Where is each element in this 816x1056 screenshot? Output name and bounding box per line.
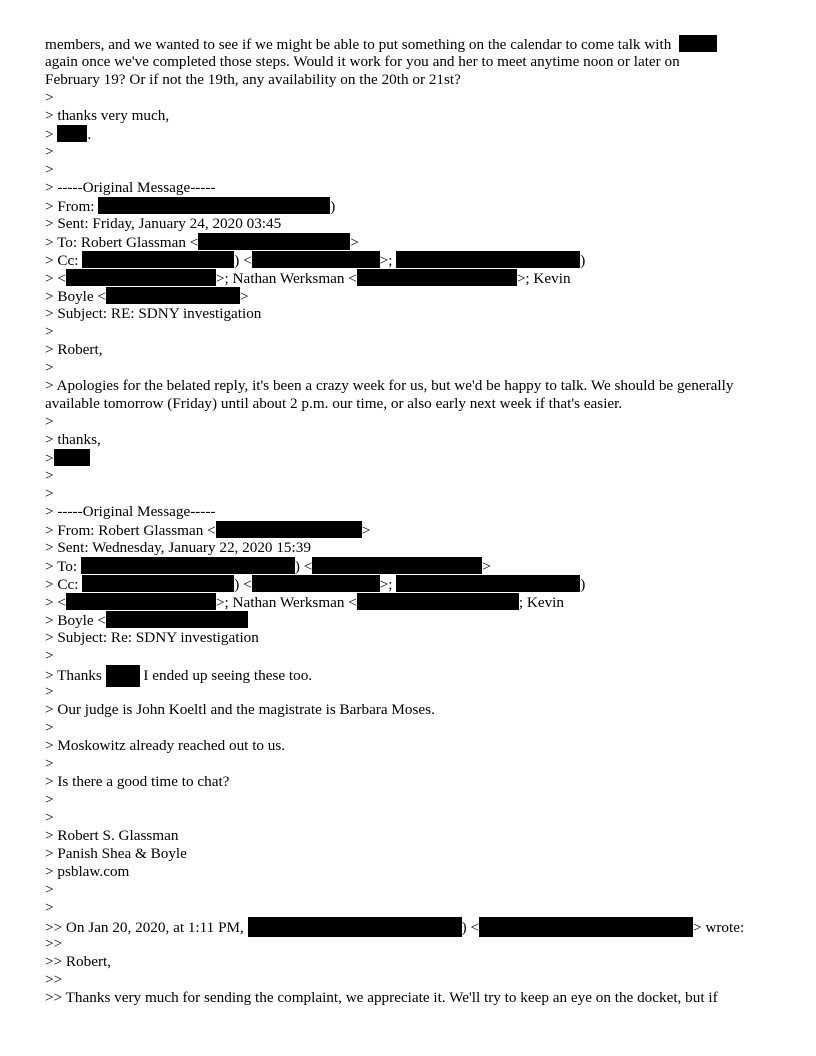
salutation-text: > Robert, bbox=[45, 341, 103, 358]
quote-marker: > bbox=[45, 755, 54, 772]
redaction-box bbox=[81, 557, 295, 574]
boyle-line bbox=[45, 287, 785, 305]
redaction-box bbox=[312, 557, 482, 574]
line-prefix: > < bbox=[45, 270, 66, 287]
salutation-line bbox=[45, 341, 785, 359]
nathan-text: >; Nathan Werksman < bbox=[215, 270, 357, 287]
subject-text: > Subject: Re: SDNY investigation bbox=[45, 629, 259, 646]
quote-marker: > bbox=[45, 719, 54, 736]
redaction-box bbox=[357, 593, 519, 610]
body-line-2 bbox=[45, 395, 785, 413]
quote-line bbox=[45, 161, 785, 179]
from-label: > From: Robert Glassman < bbox=[45, 522, 216, 539]
quote-marker: > bbox=[45, 413, 54, 430]
quote-marker: > bbox=[45, 791, 54, 808]
cc-label: > Cc: bbox=[45, 252, 79, 269]
subject-text: > Subject: RE: SDNY investigation bbox=[45, 305, 262, 322]
kevin-text: ; Kevin bbox=[518, 594, 564, 611]
to-mid: ) < bbox=[294, 558, 313, 575]
intro-line-2 bbox=[45, 53, 785, 71]
cc-suffix: ) bbox=[580, 576, 586, 593]
quote-marker: > bbox=[45, 485, 54, 502]
line-prefix: > < bbox=[45, 594, 66, 611]
original-message-text: > -----Original Message----- bbox=[45, 503, 216, 520]
to-suffix: > bbox=[482, 558, 491, 575]
body-text: >> Thanks very much for sending the complaint, we appreciate it. We'll try to keep an eye on the docket, but if bbox=[45, 989, 718, 1006]
redaction-box bbox=[479, 917, 693, 937]
redaction-box bbox=[54, 449, 90, 466]
quote-line bbox=[45, 881, 785, 899]
redaction-box bbox=[252, 251, 380, 268]
quote-line bbox=[45, 485, 785, 503]
quote-marker: > bbox=[45, 161, 54, 178]
redaction-box bbox=[248, 917, 462, 937]
chat-text: > Is there a good time to chat? bbox=[45, 773, 230, 790]
boyle-suffix: > bbox=[240, 288, 249, 305]
body-text-2: available tomorrow (Friday) until about 2 p.m. our time, or also early next week if that's easier. bbox=[45, 395, 623, 412]
intro-text-2: again once we've completed those steps. Would it work for you and her to meet anytime noon or later on bbox=[45, 53, 680, 70]
redaction-box bbox=[98, 197, 330, 214]
redaction-box bbox=[357, 269, 517, 286]
to-label: > To: Robert Glassman < bbox=[45, 234, 199, 251]
kevin-text: >; Kevin bbox=[516, 270, 571, 287]
quote-marker: > bbox=[45, 899, 54, 916]
from-line bbox=[45, 197, 785, 215]
moskowitz-text: > Moskowitz already reached out to us. bbox=[45, 737, 286, 754]
body-line-1 bbox=[45, 377, 785, 395]
from-label: > From: bbox=[45, 198, 95, 215]
cc-line bbox=[45, 251, 785, 269]
quote-marker: > bbox=[45, 881, 54, 898]
cc-line bbox=[45, 575, 785, 593]
redaction-box bbox=[82, 575, 234, 592]
quote-line bbox=[45, 359, 785, 377]
quote-marker: > bbox=[45, 359, 54, 376]
quote-marker: > bbox=[45, 450, 54, 467]
quote-line bbox=[45, 467, 785, 485]
cc-mid2: >; bbox=[379, 252, 393, 269]
redaction-box bbox=[66, 593, 216, 610]
quote-marker: > bbox=[45, 126, 54, 143]
signature-site-line bbox=[45, 863, 785, 881]
redaction-box bbox=[82, 251, 234, 268]
signature-redacted-line: > . bbox=[45, 126, 92, 143]
on-mid: ) < bbox=[461, 919, 480, 936]
thanks-line bbox=[45, 431, 785, 449]
signature-redacted-line bbox=[45, 449, 785, 467]
to-suffix: > bbox=[350, 234, 359, 251]
signature-firm-line bbox=[45, 845, 785, 863]
intro-line-1 bbox=[45, 35, 785, 53]
redaction-box bbox=[216, 521, 362, 538]
on-prefix: >> On Jan 20, 2020, at 1:11 PM, bbox=[45, 919, 244, 936]
to-line bbox=[45, 233, 785, 251]
signature-site: > psblaw.com bbox=[45, 863, 130, 880]
quote-line bbox=[45, 755, 785, 773]
quote-marker: > bbox=[45, 683, 54, 700]
signature-firm: > Panish Shea & Boyle bbox=[45, 845, 187, 862]
from-line bbox=[45, 521, 785, 539]
quote-line bbox=[45, 899, 785, 917]
cc-mid: ) < bbox=[234, 252, 252, 269]
quote-marker: > bbox=[45, 89, 54, 106]
double-quote-marker: >> bbox=[45, 935, 63, 952]
salutation-text: >> Robert, bbox=[45, 953, 112, 970]
boyle-label: > Boyle < bbox=[45, 288, 107, 305]
salutation-line bbox=[45, 953, 785, 971]
quote-marker: > bbox=[45, 143, 54, 160]
cc-continuation-line bbox=[45, 269, 785, 287]
quote-line bbox=[45, 413, 785, 431]
on-wrote-line bbox=[45, 917, 785, 935]
cc-mid2: >; bbox=[379, 576, 393, 593]
sent-text: > Sent: Wednesday, January 22, 2020 15:39 bbox=[45, 539, 311, 556]
judge-text: > Our judge is John Koeltl and the magistrate is Barbara Moses. bbox=[45, 701, 435, 718]
intro-text-1: members, and we wanted to see if we might be able to put something on the calendar to come talk with bbox=[45, 36, 672, 53]
cc-continuation-line bbox=[45, 593, 785, 611]
redaction-box bbox=[396, 251, 580, 268]
from-suffix: ) bbox=[330, 198, 336, 215]
quote-line bbox=[45, 683, 785, 701]
thanks-prefix: > Thanks bbox=[45, 667, 102, 684]
redaction-box bbox=[252, 575, 380, 592]
sent-line bbox=[45, 215, 785, 233]
intro-line-3 bbox=[45, 71, 785, 89]
thanks-line bbox=[45, 665, 785, 683]
subject-line bbox=[45, 305, 785, 323]
quote-line bbox=[45, 809, 785, 827]
on-suffix: > wrote: bbox=[693, 919, 745, 936]
signature-name-line bbox=[45, 827, 785, 845]
judge-line bbox=[45, 701, 785, 719]
redaction-box bbox=[679, 35, 717, 52]
quote-marker: > bbox=[45, 809, 54, 826]
original-message-header bbox=[45, 503, 785, 521]
original-message-text: > -----Original Message----- bbox=[45, 179, 216, 196]
quote-line bbox=[45, 143, 785, 161]
cc-label: > Cc: bbox=[45, 576, 79, 593]
double-quote-line bbox=[45, 935, 785, 953]
boyle-line bbox=[45, 611, 785, 629]
subject-line bbox=[45, 629, 785, 647]
thanks-very-much-text: > thanks very much, bbox=[45, 107, 170, 124]
quote-marker: > bbox=[45, 467, 54, 484]
double-quote-line bbox=[45, 971, 785, 989]
redaction-box bbox=[57, 125, 87, 142]
nathan-text: >; Nathan Werksman < bbox=[215, 594, 357, 611]
original-message-header bbox=[45, 179, 785, 197]
redaction-box bbox=[106, 611, 248, 628]
quote-line bbox=[45, 323, 785, 341]
cc-suffix: ) bbox=[580, 252, 586, 269]
to-label: > To: bbox=[45, 558, 78, 575]
redaction-box bbox=[198, 233, 350, 250]
redaction-box bbox=[396, 575, 580, 592]
intro-text-3: February 19? Or if not the 19th, any availability on the 20th or 21st? bbox=[45, 71, 461, 88]
moskowitz-line bbox=[45, 737, 785, 755]
from-suffix: > bbox=[361, 522, 371, 539]
quote-marker: > bbox=[45, 323, 54, 340]
quote-line bbox=[45, 719, 785, 737]
quote-marker: > bbox=[45, 647, 54, 664]
quote-line bbox=[45, 791, 785, 809]
email-document bbox=[45, 35, 785, 1007]
thanks-very-much-line bbox=[45, 107, 785, 125]
thanks-text: > thanks, bbox=[45, 431, 101, 448]
thanks-suffix: I ended up seeing these too. bbox=[143, 667, 313, 684]
cc-mid: ) < bbox=[234, 576, 252, 593]
redaction-box bbox=[66, 269, 216, 286]
to-line bbox=[45, 557, 785, 575]
chat-line bbox=[45, 773, 785, 791]
sent-text: > Sent: Friday, January 24, 2020 03:45 bbox=[45, 215, 282, 232]
quote-line bbox=[45, 89, 785, 107]
signature-name: > Robert S. Glassman bbox=[45, 827, 179, 844]
quote-line bbox=[45, 647, 785, 665]
body-line bbox=[45, 989, 785, 1007]
sent-line bbox=[45, 539, 785, 557]
redaction-box bbox=[106, 287, 240, 304]
body-text-1: > Apologies for the belated reply, it's been a crazy week for us, but we'd be happy to talk. We should be generally bbox=[45, 377, 734, 394]
boyle-label: > Boyle < bbox=[45, 612, 107, 629]
double-quote-marker: >> bbox=[45, 971, 63, 988]
